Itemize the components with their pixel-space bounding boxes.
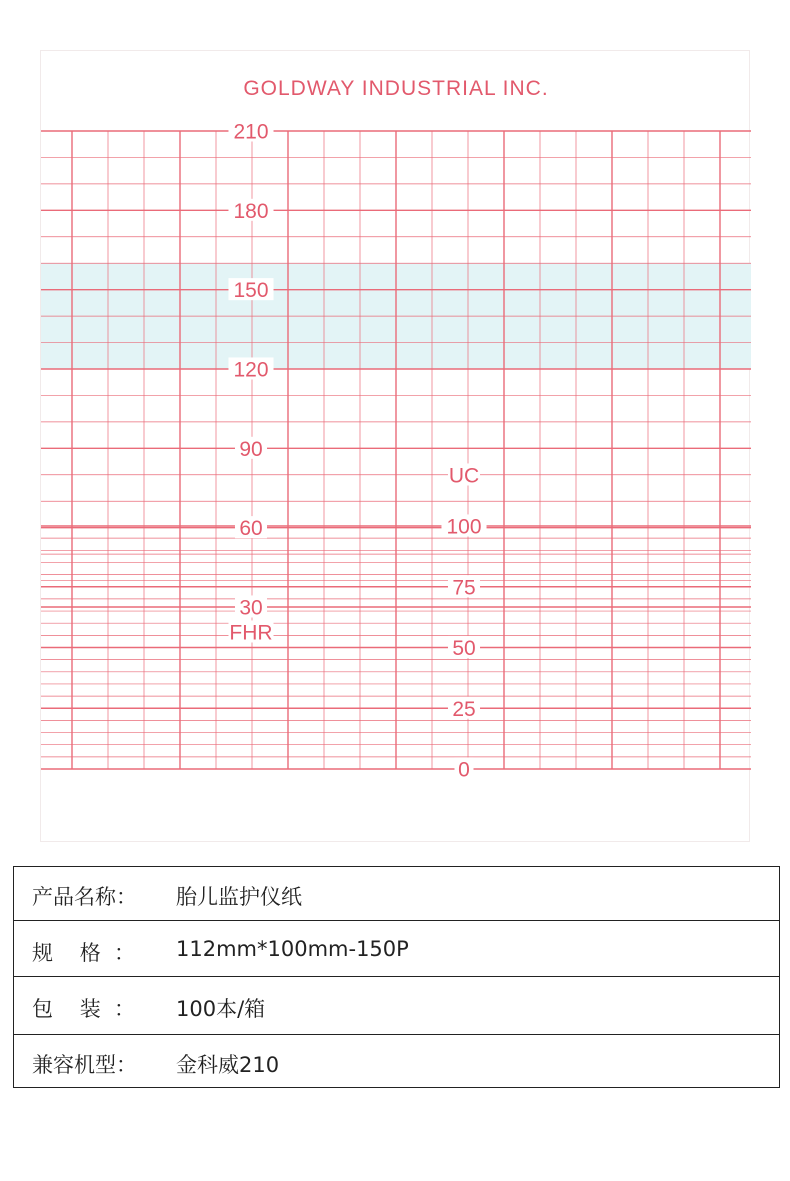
uc-tick-label: 0 xyxy=(458,758,470,782)
spec-row-size xyxy=(14,921,779,977)
fhr-tick-label: 150 xyxy=(233,279,269,303)
spec-label-name: 产品名称： xyxy=(32,885,137,909)
ctg-grid xyxy=(41,51,751,843)
spec-value-compatible: 金科威210 xyxy=(176,1053,280,1077)
uc-tick-label: 100 xyxy=(446,515,482,539)
spec-row-compatible xyxy=(14,1035,779,1089)
ctg-paper-sample xyxy=(40,50,750,842)
spec-row-name xyxy=(14,867,779,921)
fhr-tick-label: 30 xyxy=(239,596,263,620)
uc-axis-title: UC xyxy=(448,464,480,488)
fhr-tick-label: 90 xyxy=(239,437,263,461)
spec-row-package xyxy=(14,977,779,1035)
spec-label-package: 包 装 ： xyxy=(32,997,136,1021)
uc-tick-label: 50 xyxy=(452,637,476,661)
spec-label-size: 规 格 ： xyxy=(32,941,136,965)
fhr-tick-label: 60 xyxy=(239,517,263,541)
brand-title: GOLDWAY INDUSTRIAL INC. xyxy=(243,77,549,100)
spec-label-compatible: 兼容机型： xyxy=(32,1053,137,1077)
uc-tick-label: 75 xyxy=(452,576,476,600)
spec-value-package: 100本/箱 xyxy=(176,997,266,1021)
fhr-axis-title: FHR xyxy=(229,621,273,645)
spec-value-name: 胎儿监护仪纸 xyxy=(176,885,302,909)
spec-value-size: 112mm*100mm-150P xyxy=(176,937,409,961)
fhr-tick-label: 120 xyxy=(233,358,269,382)
fhr-tick-label: 180 xyxy=(233,199,269,223)
uc-tick-label: 25 xyxy=(452,697,476,721)
spec-table xyxy=(13,866,780,1088)
fhr-tick-label: 210 xyxy=(233,120,269,144)
